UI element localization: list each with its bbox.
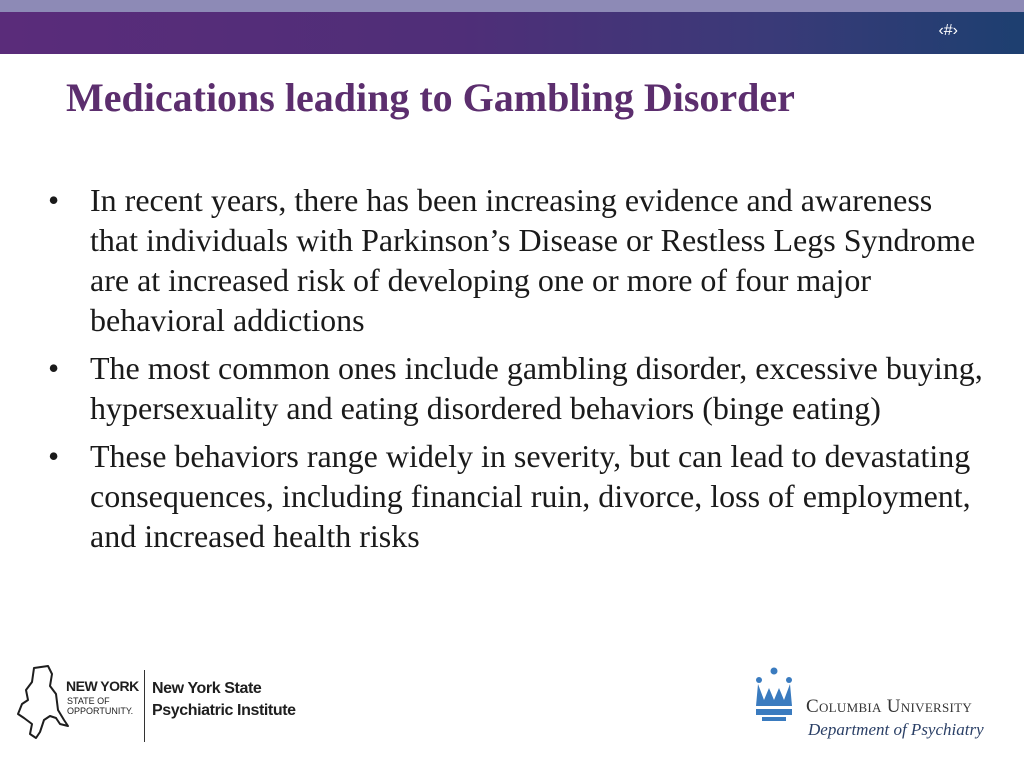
bullet-text: These behaviors range widely in severity, but can lead to devastating consequences, including financial ruin, divorce, loss of employment, and increased health risks	[90, 438, 971, 554]
department-name: Department of Psychiatry	[808, 720, 984, 739]
slide-number: ‹#›	[938, 22, 958, 39]
new-york-state-outline-icon	[14, 664, 70, 744]
bullet-item	[48, 180, 988, 340]
bullet-item	[48, 436, 988, 556]
columbia-crown-icon	[750, 666, 798, 726]
nyspi-logo	[14, 664, 314, 744]
institute-name-line-2: Psychiatric Institute	[152, 702, 296, 719]
bullet-dot: •	[48, 182, 60, 218]
header-bar	[0, 12, 1024, 54]
ny-line-1: NEW YORK	[66, 678, 139, 694]
institute-name-line-1: New York State	[152, 680, 262, 697]
ny-line-3: OPPORTUNITY.	[67, 706, 134, 716]
logo-divider	[144, 670, 145, 742]
bullet-dot: •	[48, 350, 60, 386]
bullet-text: The most common ones include gambling disorder, excessive buying, hypersexuality and eating disordered behaviors (binge eating)	[90, 350, 983, 426]
ny-line-2: STATE OF	[67, 696, 110, 706]
bullet-item	[48, 348, 988, 428]
bullet-list	[48, 180, 988, 564]
slide-title: Medications leading to Gambling Disorder	[66, 75, 795, 120]
university-name: Columbia University	[806, 696, 973, 717]
columbia-logo	[746, 666, 1006, 746]
bullet-dot: •	[48, 438, 60, 474]
header-accent-strip	[0, 0, 1024, 12]
bullet-text: In recent years, there has been increasing evidence and awareness that individuals with Parkinson’s Disease or Restless Legs Syndrome are at increased risk of developing one or more of four major behavioral addictions	[90, 182, 976, 338]
